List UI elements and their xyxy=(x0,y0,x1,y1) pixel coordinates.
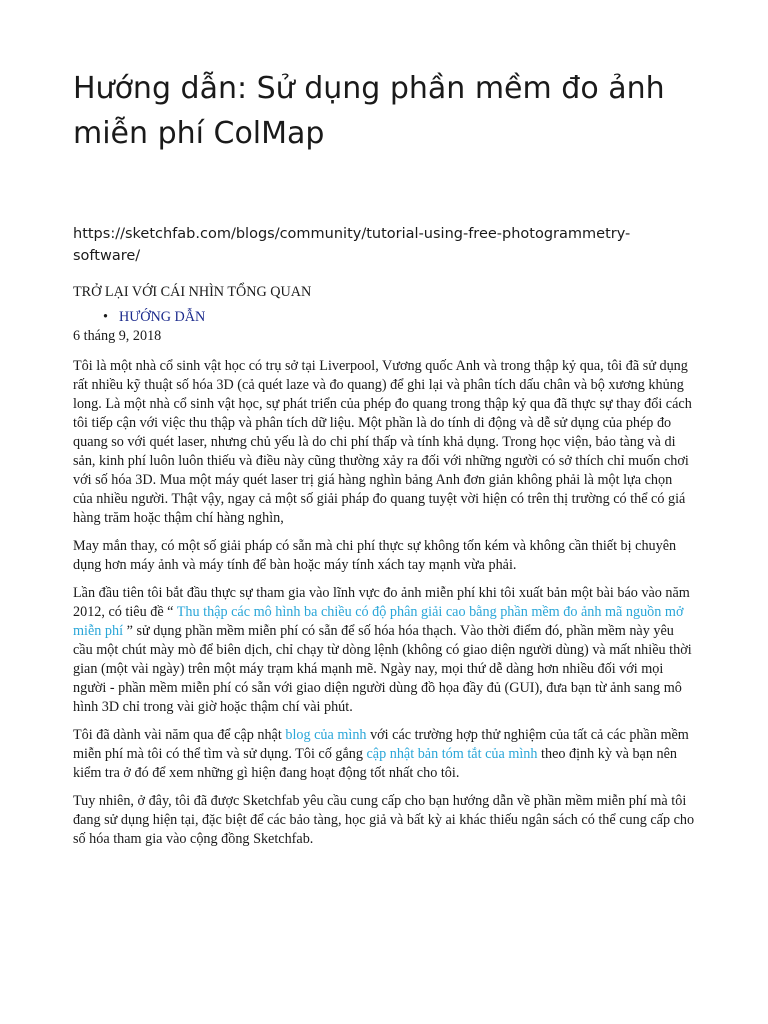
paragraph-4-text-before: Tôi đã dành vài năm qua để cập nhật xyxy=(73,727,286,743)
tag-list xyxy=(73,308,695,327)
paragraph-4-text-middle: với các trường hợp thử nghiệm của tất cả các phần mềm miễn phí mà tôi có thể tìm và sử dụng. Tôi cố gắng xyxy=(73,727,689,762)
source-url[interactable]: https://sketchfab.com/blogs/community/tutorial-using-free-photogrammetry-software/ xyxy=(73,226,631,264)
article-title: Hướng dẫn: Sử dụng phần mềm đo ảnh miễn phí ColMap xyxy=(73,71,665,151)
tag-item xyxy=(103,308,695,327)
paragraph-4-text-after: theo định kỳ và bạn nên kiểm tra ở đó để xem những gì hiện đang hoạt động tốt nhất cho tôi. xyxy=(73,746,677,781)
paragraph-2: May mắn thay, có một số giải pháp có sẵn mà chi phí thực sự không tốn kém và không cần thiết bị chuyên dụng hơn máy ảnh và máy tính để bàn hoặc máy tính xách tay mạnh vừa phải. xyxy=(73,538,677,573)
blog-link[interactable]: blog của mình xyxy=(285,727,367,743)
paragraph-3-text-before: Lần đầu tiên tôi bắt đầu thực sự tham gia vào lĩnh vực đo ảnh miễn phí khi tôi xuất bản một bài báo vào năm 2012, có tiêu đề “ xyxy=(73,585,690,620)
summary-update-link[interactable]: cập nhật bản tóm tắt của mình xyxy=(366,746,538,762)
paragraph-1: Tôi là một nhà cổ sinh vật học có trụ sở tại Liverpool, Vương quốc Anh và trong thập kỷ qua, tôi đã sử dụng rất nhiều kỹ thuật số hóa 3D (cả quét laze và đo quang) để ghi lại và phân tích dấu chân và bộ xương khủng long. Là một nhà cổ sinh vật học, sự phát triển của phép đo quang trong thập kỷ qua đã thực sự thay đổi cách tôi tiếp cận với việc thu thập và phân tích dữ liệu. Một phần là do tính di động và dễ sử dụng của phép đo quang so với quét laser, nhưng chủ yếu là do chi phí thấp và tính khả dụng. Trong học viện, bảo tàng và di sản, kinh phí luôn luôn thiếu và điều này cũng thường xảy ra đối với những người có sở thích chỉ muốn chơi với số hóa 3D. Mua một máy quét laser trị giá hàng nghìn bảng Anh đơn giản không phải là một lựa chọn của nhiều người. Thật vậy, ngay cả một số giải pháp đo quang tuyệt vời hiện có trên thị trường có thể có giá hàng trăm hoặc thậm chí hàng nghìn, xyxy=(73,358,692,526)
paragraph-5: Tuy nhiên, ở đây, tôi đã được Sketchfab yêu cầu cung cấp cho bạn hướng dẫn về phần mềm miễn phí mà tôi đang sử dụng hiện tại, đặc biệt để các bảo tàng, học giả và bất kỳ ai khác thiếu ngân sách có thể cung cấp cho số hóa tham gia vào cộng đồng Sketchfab. xyxy=(73,793,695,847)
publish-date: 6 tháng 9, 2018 xyxy=(73,328,162,344)
paragraph-4 xyxy=(73,726,695,783)
tag-link-tutorial[interactable]: HƯỚNG DẪN xyxy=(119,309,206,325)
back-to-overview-link[interactable]: TRỞ LẠI VỚI CÁI NHÌN TỔNG QUAN xyxy=(73,284,312,300)
paper-title-link[interactable]: Thu thập các mô hình ba chiều có độ phân giải cao bằng phần mềm đo ảnh mã nguồn mở miễn phí xyxy=(73,604,684,639)
article-body xyxy=(73,283,695,858)
paragraph-3-text-after: ” sử dụng phần mềm miễn phí có sẵn để số hóa hóa thạch. Vào thời điểm đó, phần mềm này yêu cầu một chút mày mò để biên dịch, chỉ chạy từ dòng lệnh (không có giao diện người dùng) và mất nhiều thời gian (một vài ngày) trên một máy trạm khá mạnh mẽ. Ngày nay, mọi thứ dễ dàng hơn nhiều đối với mọi người - phần mềm miễn phí có sẵn với giao diện người dùng đồ họa đầy đủ (GUI), đưa bạn từ ảnh sang mô hình 3D chỉ trong vài giờ hoặc thậm chí vài phút. xyxy=(73,623,692,715)
bullet-icon: • xyxy=(103,309,108,325)
paragraph-3 xyxy=(73,584,695,717)
